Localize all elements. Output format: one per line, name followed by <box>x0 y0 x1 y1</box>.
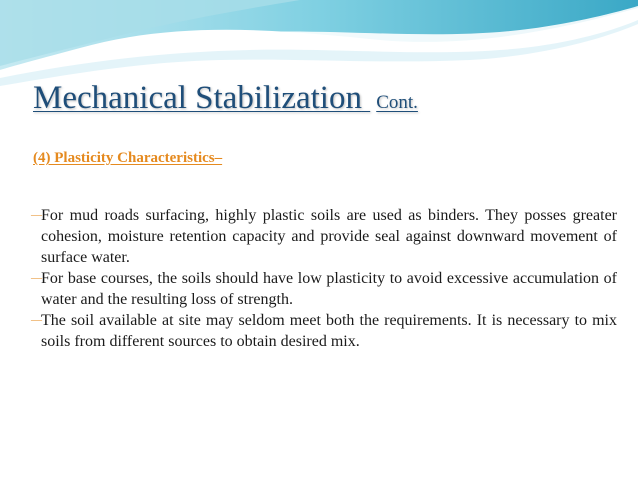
title-main: Mechanical Stabilization <box>33 80 362 116</box>
title-cont: Cont. <box>376 92 418 113</box>
bullet-text: For base courses, the soils should have low plasticity to avoid excessive accumulation of water and the resulting loss of strength. <box>41 270 617 308</box>
header-wave-decoration <box>0 0 638 90</box>
bullet-dash-icon: — <box>31 209 42 221</box>
list-item <box>33 205 617 268</box>
bullet-dash-icon: — <box>31 314 42 326</box>
slide-title <box>33 80 418 117</box>
bullet-text: For mud roads surfacing, highly plastic soils are used as binders. They posses greater cohesion, moisture retention capacity and provide seal against downward movement of surface water. <box>41 207 617 266</box>
list-item <box>33 310 617 352</box>
list-item <box>33 268 617 310</box>
bullet-text: The soil available at site may seldom meet both the requirements. It is necessary to mix soils from different sources to obtain desired mix. <box>41 312 617 350</box>
section-subtitle: (4) Plasticity Characteristics– <box>33 150 223 166</box>
bullet-list <box>33 205 617 352</box>
bullet-dash-icon: — <box>31 272 42 284</box>
